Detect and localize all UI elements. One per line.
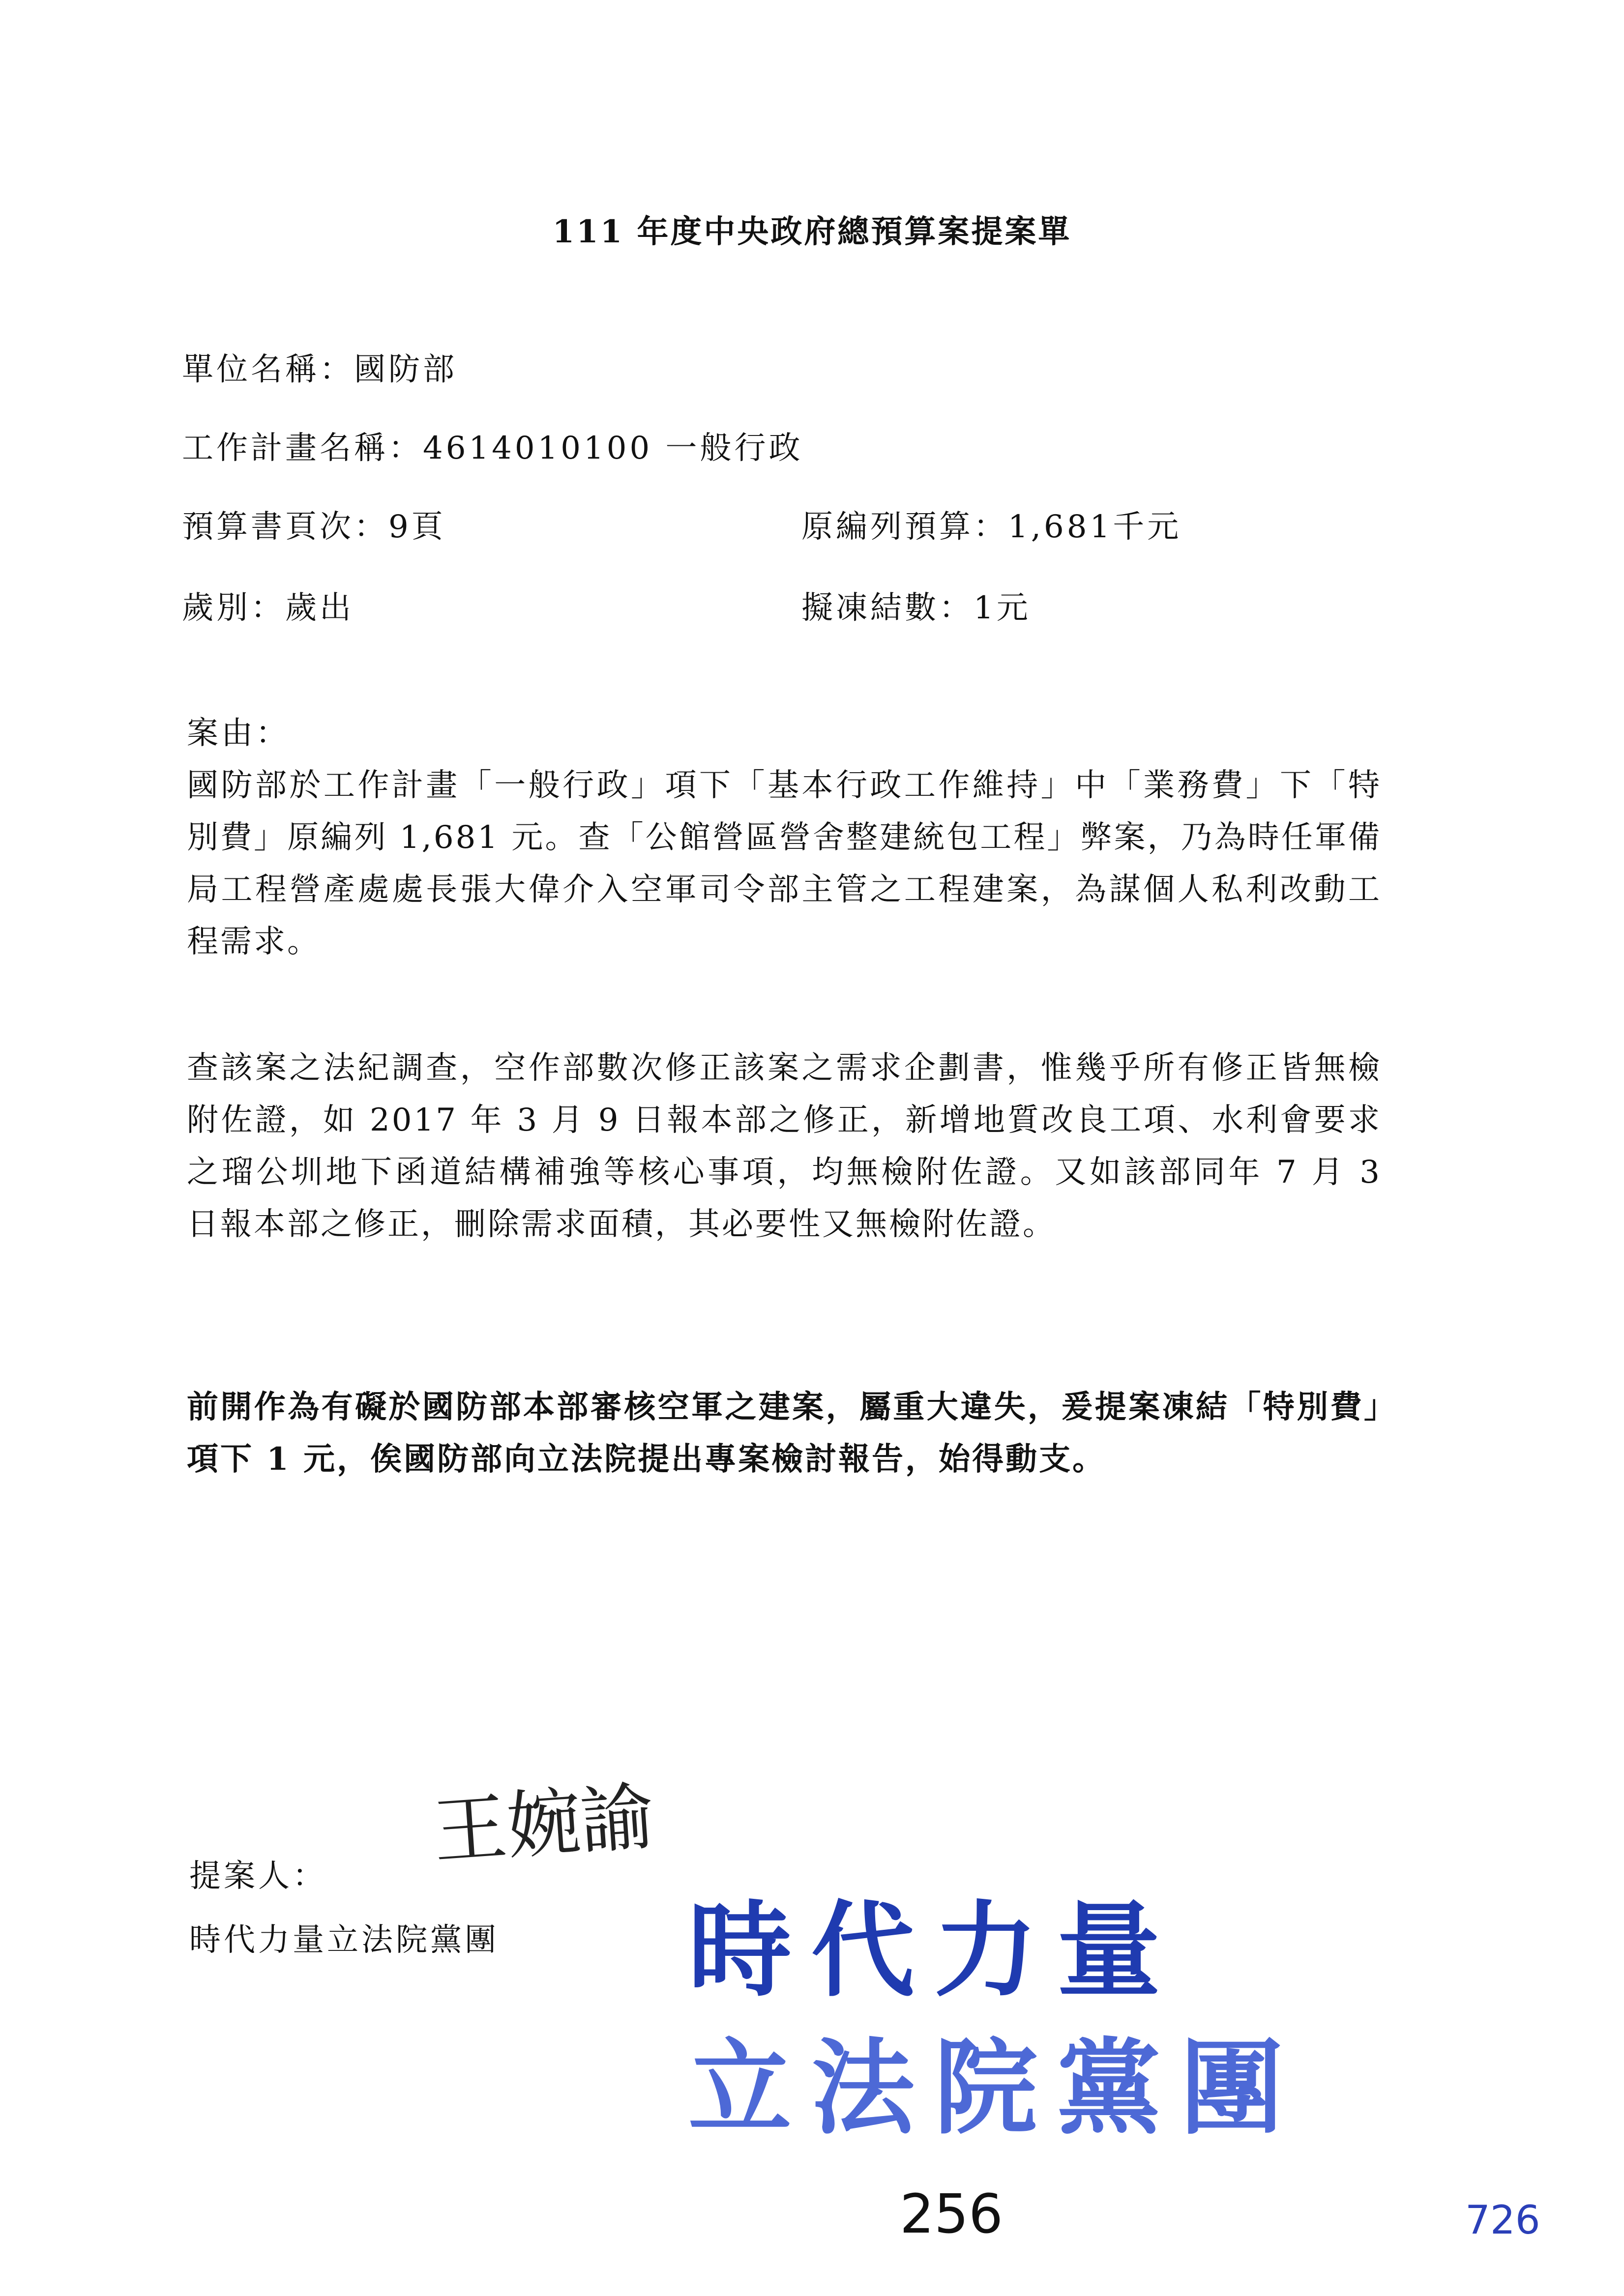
freeze-amount: 擬凍結數：1元 bbox=[801, 590, 1031, 626]
budget-category: 歲別：歲出 bbox=[182, 590, 354, 626]
party-stamp-line-2: 立法院黨團 bbox=[688, 2028, 1303, 2149]
handwritten-page-number: 256 bbox=[900, 2182, 1003, 2245]
document-title: 111 年度中央政府總預算案提案單 bbox=[552, 213, 1072, 250]
reason-paragraph-3: 前開作為有礙於國防部本部審核空軍之建案，屬重大違失，爰提案凍結「特別費」項下 1 元，俟國防部向立法院提出專案檢討報告，始得動支。 bbox=[187, 1389, 1382, 1478]
budget-page: 預算書頁次：9頁 bbox=[182, 509, 446, 545]
handwritten-signature: 王婉諭 bbox=[430, 1774, 657, 1875]
reason-paragraph-2: 查該案之法紀調查，空作部數次修正該案之需求企劃書，惟幾乎所有修正皆無檢附佐證，如 2017 年 3 月 9 日報本部之修正，新增地質改良工項、水利會要求之瑠公圳地下函道結構補強等核心事項，均無檢附佐證。又如該部同年 7 月 3 日報本部之修正，刪除需求面積，其必要性又無檢附佐證。 bbox=[187, 1050, 1382, 1243]
handwritten-corner-number: 726 bbox=[1465, 2197, 1540, 2243]
reason-label: 案由： bbox=[187, 715, 290, 752]
proposer-group: 時代力量立法院黨團 bbox=[189, 1922, 499, 1958]
reason-paragraph-1: 國防部於工作計畫「一般行政」項下「基本行政工作維持」中「業務費」下「特別費」原編列 1,681 元。查「公館營區營舍整建統包工程」弊案，乃為時任軍備局工程營產處處長張大偉介入空軍司令部主管之工程建案，為謀個人私利改動工程需求。 bbox=[187, 767, 1382, 960]
proposer-label: 提案人： bbox=[189, 1858, 327, 1894]
original-budget: 原編列預算：1,681千元 bbox=[801, 509, 1182, 545]
unit-name: 單位名稱：國防部 bbox=[182, 351, 457, 388]
party-stamp-line-1: 時代力量 bbox=[688, 1890, 1181, 2011]
work-plan-name: 工作計畫名稱：4614010100 一般行政 bbox=[182, 430, 803, 466]
